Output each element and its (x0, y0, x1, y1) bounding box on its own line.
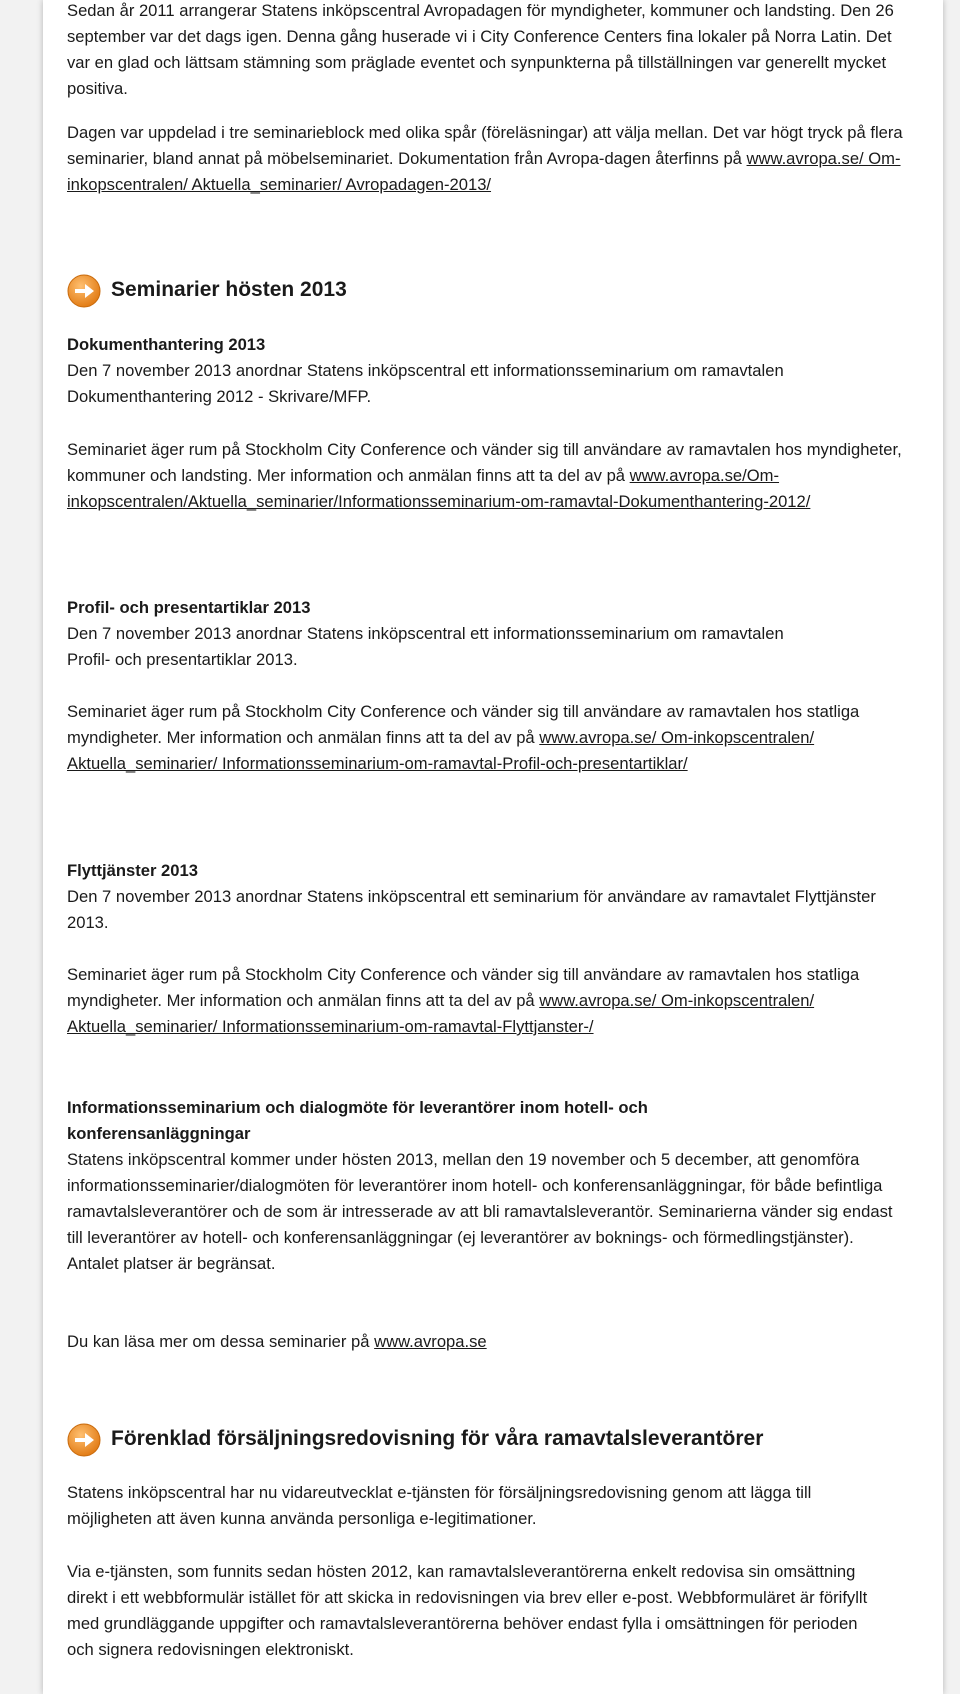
intro-paragraph-2 (67, 120, 907, 198)
section2-paragraph-2: Via e-tjänsten, som funnits sedan hösten 2012, kan ramavtalsleverantörerna enkelt redovisa sin omsättning direkt i ett webbformulär istället för att skicka in redovisningen via brev eller e-post. Webbformuläret är förifyllt med grundläggande uppgifter och ramavtalsleverantörerna behöver endast fylla i omsättningen för perioden och signera redovisningen elektroniskt. (67, 1562, 868, 1659)
avropa-link[interactable]: www.avropa.se (374, 1332, 487, 1351)
seminar-info (67, 1329, 907, 1355)
section2-paragraph-1: Statens inköpscentral har nu vidareutvecklat e-tjänsten för försäljningsredovisning genom att lägga till möjligheten att även kunna använda personliga e-legitimationer. (67, 1483, 812, 1528)
seminar-item-hotell (67, 1095, 907, 1277)
section-heading-seminarier (67, 274, 907, 312)
section-title: Seminarier hösten 2013 (111, 278, 347, 301)
seminar-info-text: Du kan läsa mer om dessa seminarier på (67, 1332, 375, 1351)
avropadagen-link[interactable]: www.avropa.se/ Om-inkopscentralen/ Aktuella_seminarier/ Avropadagen-2013/ (67, 149, 901, 194)
seminar-description: Den 7 november 2013 anordnar Statens inköpscentral ett informationsseminarium om ramavtalen Dokumenthantering 2012 - Skrivare/MFP. (67, 361, 784, 406)
arrow-right-circle-icon (67, 1423, 101, 1457)
seminar-link[interactable]: www.avropa.se/ Om-inkopscentralen/ Aktuella_seminarier/ Informationsseminarium-om-ramavtal-Profil-och-presentartiklar/ (67, 728, 815, 773)
seminar-info-text: Seminariet äger rum på Stockholm City Conference och vänder sig till användare av ramavtalen hos statliga myndigheter. Mer information och anmälan finns att ta del av på (67, 965, 860, 1010)
seminar-info (67, 437, 909, 515)
intro-paragraph-2-text: Dagen var uppdelad i tre seminarieblock med olika spår (föreläsningar) att välja mellan. Det var högt tryck på flera seminarier, bland annat på möbelseminariet. Dokumentation från Avropa-dagen återfinns på (67, 123, 903, 168)
seminar-item-profil (67, 595, 827, 673)
seminar-title: Flyttjänster 2013 (67, 861, 198, 880)
seminar-description: Den 7 november 2013 anordnar Statens inköpscentral ett seminarium för användare av ramavtalet Flyttjänster 2013. (67, 887, 876, 932)
section-heading-forsaljningsredovisning (67, 1423, 907, 1461)
seminar-title: Profil- och presentartiklar 2013 (67, 598, 311, 617)
seminar-item-dokumenthantering (67, 332, 907, 410)
seminar-info-text: Seminariet äger rum på Stockholm City Conference och vänder sig till användare av ramavtalen hos myndigheter, kommuner och landsting. Mer information och anmälan finns att ta del av på (67, 440, 902, 485)
section-title: Förenklad försäljningsredovisning för våra ramavtalsleverantörer (111, 1427, 764, 1450)
seminar-description: Den 7 november 2013 anordnar Statens inköpscentral ett informationsseminarium om ramavtalen Profil- och presentartiklar 2013. (67, 624, 784, 669)
seminar-title: Dokumenthantering 2013 (67, 335, 266, 354)
seminar-info (67, 962, 907, 1040)
intro-paragraph-1: Sedan år 2011 arrangerar Statens inköpscentral Avropadagen för myndigheter, kommuner och landsting. Den 26 september var det dags igen. Denna gång huserade vi i City Conference Centers fina lokaler på Norra Latin. Det var en glad och lättsam stämning som präglade eventet och synpunkterna på tillställningen var generellt mycket positiva. (67, 1, 894, 98)
seminar-info (67, 699, 907, 777)
arrow-right-circle-icon (67, 274, 101, 308)
seminar-item-flyttjanster (67, 858, 907, 936)
document-page (43, 0, 943, 1694)
seminar-description: Statens inköpscentral kommer under hösten 2013, mellan den 19 november och 5 december, att genomföra informationsseminarier/dialogmöten för leverantörer inom hotell- och konferensanläggningar, för både befintliga ramavtalsleverantörer och de som är intresserade av att bli ramavtalsleverantör. Seminarierna vänder sig endast till leverantörer av hotell- och konferensanläggningar (ej leverantörer av boknings- och förmedlingstjänster). Antalet platser är begränsat. (67, 1150, 893, 1273)
seminar-link[interactable]: www.avropa.se/ Om-inkopscentralen/ Aktuella_seminarier/ Informationsseminarium-om-ramavtal-Flyttjanster-/ (67, 991, 815, 1036)
seminar-title: Informationsseminarium och dialogmöte för leverantörer inom hotell- och konferensanläggningar (67, 1098, 648, 1143)
seminar-info-text: Seminariet äger rum på Stockholm City Conference och vänder sig till användare av ramavtalen hos statliga myndigheter. Mer information och anmälan finns att ta del av på (67, 702, 860, 747)
seminar-link[interactable]: www.avropa.se/Om-inkopscentralen/Aktuella_seminarier/Informationsseminarium-om-ramavtal-Dokumenthantering-2012/ (67, 466, 811, 511)
